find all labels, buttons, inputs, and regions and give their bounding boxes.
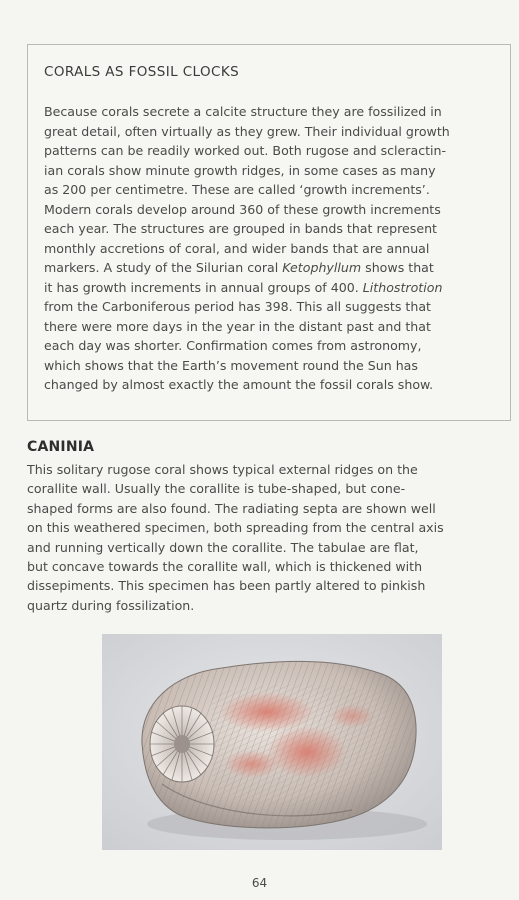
section-heading: CANINIA [27,439,95,455]
sidebar-text: shows that [361,260,434,275]
sidebar-line: each day was shorter. Confirmation comes from astronomy, [44,338,422,353]
sidebar-text: markers. A study of the Silurian coral [44,260,283,275]
sidebar-line [44,278,504,298]
sidebar-title: CORALS AS FOSSIL CLOCKS [44,64,240,80]
sidebar-line: there were more days in the year in the distant past and that [44,318,431,334]
section-line: shaped forms are also found. The radiating septa are shown well [27,500,436,516]
sidebar-line: ian corals show minute growth ridges, in some cases as many [44,162,436,178]
page-number: 64 [251,876,268,890]
section-body [27,460,507,615]
genus-name-lithostrotion: Lithostrotion [362,279,443,295]
section-line: but concave towards the corallite wall, which is thickened with [27,559,423,575]
section-line: and running vertically down the corallite. The tabulae are flat, [27,539,419,555]
sidebar-line: patterns can be readily worked out. Both rugose and scleractin- [44,143,447,158]
section-line: on this weathered specimen, both spreading from the central axis [27,520,444,536]
section-line: This solitary rugose coral shows typical external ridges on the [27,462,418,477]
genus-name-ketophyllum: Ketophyllum [282,260,362,275]
sidebar-box [27,44,511,421]
sidebar-line: from the Carboniferous period has 398. This all suggests that [44,299,431,314]
caninia-fossil-photo [102,634,442,850]
section-line: quartz during fossilization. [27,597,195,613]
sidebar-line: changed by almost exactly the amount the fossil corals show. [44,377,434,392]
sidebar-line: as 200 per centimetre. These are called ‘growth increments’. [44,182,430,197]
section-line: dissepiments. This specimen has been partly altered to pinkish [27,578,426,594]
sidebar-body [44,102,504,395]
section-line: corallite wall. Usually the corallite is tube-shaped, but cone- [27,481,406,497]
sidebar-line: which shows that the Earth’s movement round the Sun has [44,357,418,373]
sidebar-text: it has growth increments in annual groups of 400. [44,279,363,295]
sidebar-line: Modern corals develop around 360 of these growth increments [44,201,441,217]
fossil-illustration [102,634,442,850]
sidebar-line: monthly accretions of coral, and wider bands that are annual [44,240,430,256]
sidebar-line [44,258,504,278]
sidebar-line: each year. The structures are grouped in bands that represent [44,221,437,236]
sidebar-line: Because corals secrete a calcite structure they are fossilized in [44,104,442,119]
sidebar-line: great detail, often virtually as they grew. Their individual growth [44,123,450,139]
